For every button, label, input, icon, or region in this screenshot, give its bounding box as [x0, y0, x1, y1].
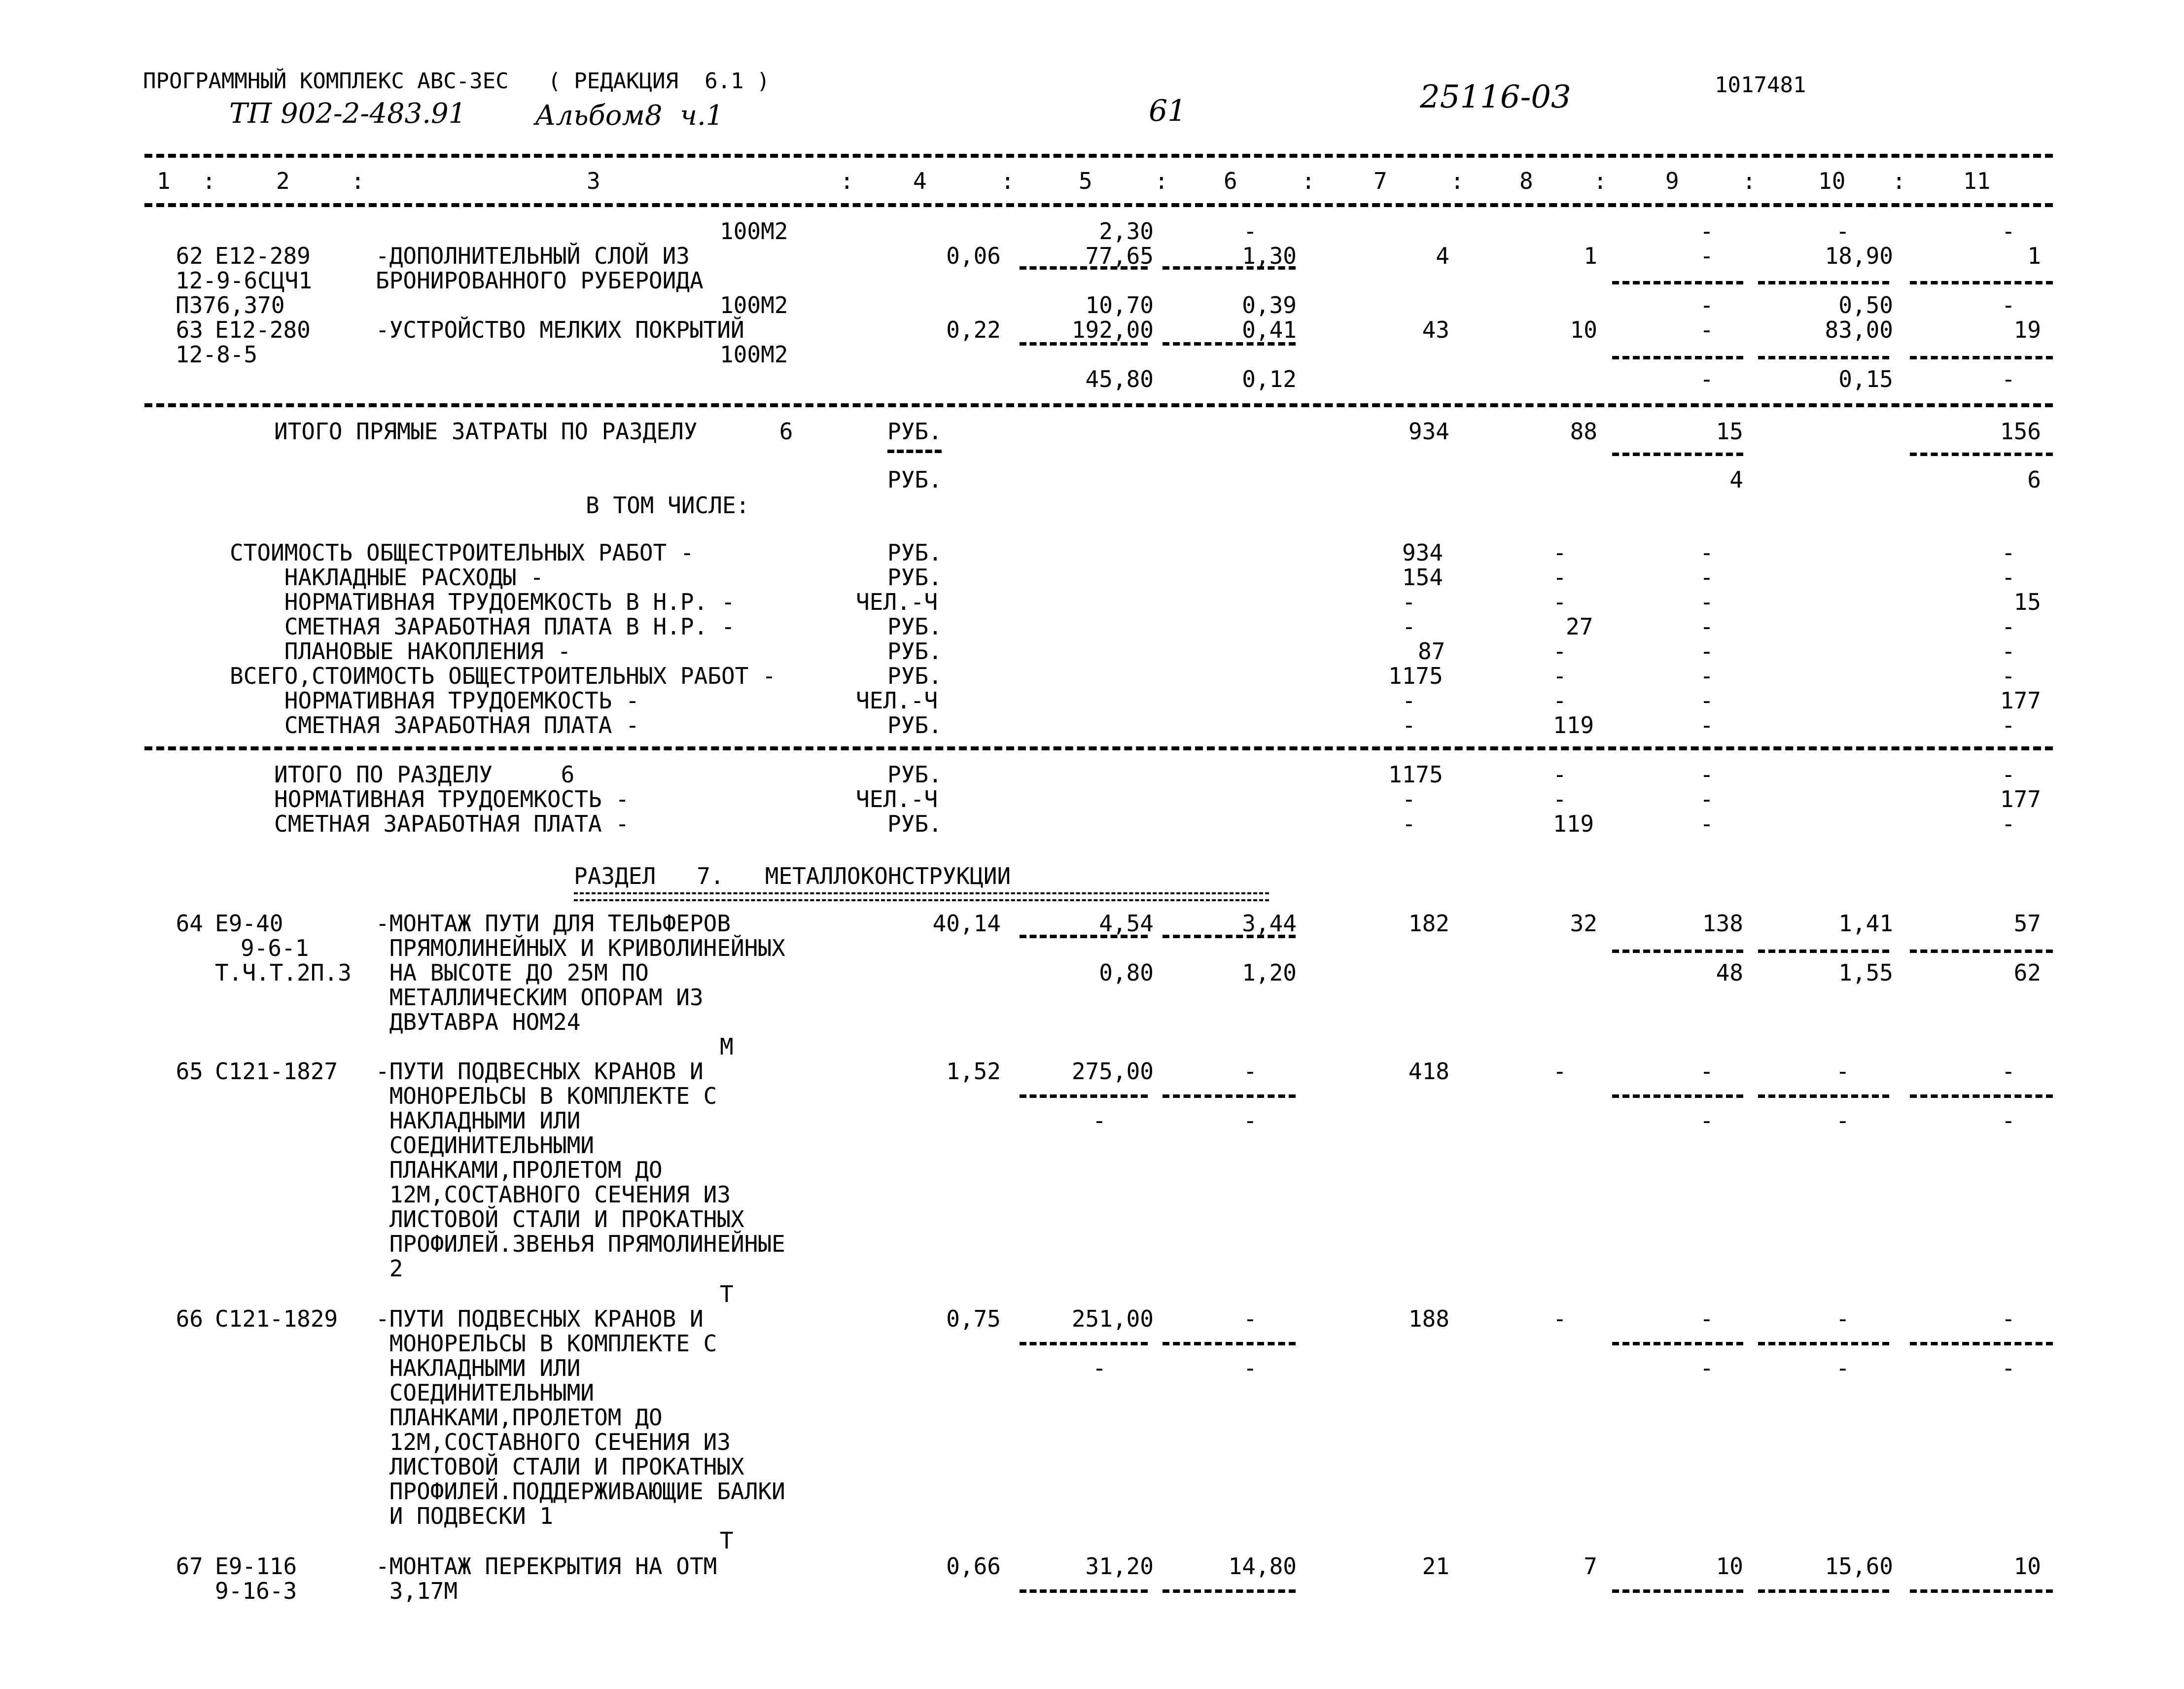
- summary-label: СМЕТНАЯ ЗАРАБОТНАЯ ПЛАТА В Н.Р. -: [230, 613, 735, 640]
- cell-c10-sub: -: [1836, 1355, 1850, 1381]
- work-description: МОНОРЕЛЬСЫ В КОМПЛЕКТЕ С: [376, 1330, 717, 1357]
- column-separator: :: [1155, 168, 1168, 194]
- row-number: 65: [176, 1058, 203, 1085]
- total-c8: 88: [1570, 418, 1597, 445]
- cell-c6: -: [1243, 218, 1257, 245]
- subtotal-dash: [1758, 1094, 1889, 1098]
- subtotal-dash: [1020, 1589, 1148, 1593]
- cell-c9-sub: -: [1700, 1107, 1714, 1134]
- cell-c9: -: [1700, 218, 1714, 245]
- row-number: 67: [176, 1553, 203, 1580]
- subtotal-dash: [1910, 453, 2053, 456]
- cell-c9: -: [1700, 1058, 1714, 1085]
- cell-c10-sub: 0,15: [1838, 366, 1893, 392]
- column-separator: :: [1001, 168, 1015, 194]
- total-c9-sub: 4: [1729, 466, 1743, 493]
- cell-c8: -: [1553, 1305, 1567, 1332]
- including-label: В ТОМ ЧИСЛЕ:: [586, 492, 750, 519]
- column-header: 10: [1818, 168, 1846, 194]
- rate-code-line2: 9-6-1: [241, 935, 309, 961]
- column-header: 9: [1665, 168, 1679, 194]
- unit-label: 100М2: [720, 218, 788, 245]
- section-total-c7: -: [1402, 810, 1416, 837]
- cell-c6-sub: -: [1243, 1107, 1257, 1134]
- program-title: ПРОГРАММНЫЙ КОМПЛЕКС АВС-3ЕС ( РЕДАКЦИЯ 6.1 ): [143, 69, 770, 94]
- work-description: МОНОРЕЛЬСЫ В КОМПЛЕКТЕ С: [376, 1083, 717, 1109]
- cell-c10: 83,00: [1825, 317, 1893, 343]
- cell-c10: 15,60: [1825, 1553, 1893, 1580]
- column-separator: :: [1450, 168, 1464, 194]
- cell-c7: 43: [1422, 317, 1449, 343]
- handwritten-page-number: 61: [1149, 94, 1187, 128]
- column-header: 3: [587, 168, 600, 194]
- rate-code: Е9-116: [215, 1553, 297, 1580]
- cell-c11: -: [2002, 1305, 2015, 1332]
- summary-c9: -: [1700, 539, 1714, 566]
- section-total-c8: 119: [1553, 810, 1594, 837]
- cell-c6: 14,80: [1228, 1553, 1297, 1580]
- work-description: ДВУТАВРА НОМ24: [376, 1009, 581, 1035]
- section-total-label: ИТОГО ПО РАЗДЕЛУ 6: [274, 761, 575, 788]
- summary-c7: -: [1402, 712, 1416, 739]
- summary-unit: ЧЕЛ.-Ч: [856, 687, 938, 714]
- column-separator: :: [1892, 168, 1906, 194]
- cell-c5-sub: 10,70: [1085, 292, 1154, 318]
- cell-c11: 19: [2013, 317, 2041, 343]
- unit-label: 100М2: [720, 341, 788, 368]
- summary-c11: -: [2002, 712, 2015, 739]
- section-total-c11: -: [2002, 761, 2015, 788]
- cell-c6: 3,44: [1242, 910, 1297, 937]
- work-description: ПЛАНКАМИ,ПРОЛЕТОМ ДО: [376, 1157, 663, 1183]
- column-separator: :: [1593, 168, 1607, 194]
- cell-c7: 418: [1408, 1058, 1449, 1085]
- work-description-line2: БРОНИРОВАННОГО РУБЕРОИДА: [376, 267, 704, 294]
- summary-c8: -: [1553, 663, 1567, 689]
- cell-c5: 2,30: [1099, 218, 1154, 245]
- row-number: 66: [176, 1305, 203, 1332]
- summary-unit: РУБ.: [887, 712, 942, 739]
- document-number: 1017481: [1715, 72, 1806, 98]
- cell-c10: -: [1836, 1058, 1850, 1085]
- section-total-c9: -: [1700, 786, 1714, 812]
- cell-c11: 1: [2027, 243, 2041, 269]
- cell-c8: -: [1553, 1058, 1567, 1085]
- cell-c8: 1: [1584, 243, 1597, 269]
- cell-c11: -: [2002, 218, 2015, 245]
- cell-c11: 57: [2013, 910, 2041, 937]
- cell-c11-sub: -: [2002, 292, 2015, 318]
- section-total-c11: 177: [2000, 786, 2041, 812]
- cell-c4: 0,75: [946, 1305, 1001, 1332]
- work-description: ПРОФИЛЕЙ.ПОДДЕРЖИВАЮЩИЕ БАЛКИ: [376, 1478, 785, 1505]
- cell-c8: 7: [1584, 1553, 1597, 1580]
- cell-c6: -: [1243, 1305, 1257, 1332]
- summary-c8: -: [1553, 687, 1567, 714]
- work-description: ПЛАНКАМИ,ПРОЛЕТОМ ДО: [376, 1404, 663, 1431]
- subtotal-dash: [1758, 356, 1889, 359]
- cell-c9: -: [1700, 1305, 1714, 1332]
- summary-label: НАКЛАДНЫЕ РАСХОДЫ -: [230, 564, 544, 591]
- summary-c8: 27: [1566, 613, 1593, 640]
- column-header: 5: [1079, 168, 1092, 194]
- cell-c6: 0,41: [1242, 317, 1297, 343]
- work-description: -ПУТИ ПОДВЕСНЫХ КРАНОВ И: [376, 1305, 704, 1332]
- work-description: -ПУТИ ПОДВЕСНЫХ КРАНОВ И: [376, 1058, 704, 1085]
- title-double-underline: [574, 892, 1269, 901]
- summary-c9: -: [1700, 564, 1714, 591]
- subtotal-dash: [1162, 1094, 1296, 1098]
- cell-c6-sub: -: [1243, 1355, 1257, 1381]
- handwritten-code: 25116-03: [1420, 79, 1571, 115]
- cell-c9-sub: -: [1700, 1355, 1714, 1381]
- cell-c4: 40,14: [932, 910, 1001, 937]
- subtotal-dash: [1162, 1342, 1296, 1345]
- rate-code-line3: П376,370: [176, 292, 285, 318]
- summary-c11: 177: [2000, 687, 2041, 714]
- cell-c10: -: [1836, 1305, 1850, 1332]
- cell-c4: 1,52: [946, 1058, 1001, 1085]
- cell-c5: 251,00: [1071, 1305, 1154, 1332]
- subtotal-dash: [1612, 453, 1743, 456]
- summary-c8: -: [1553, 589, 1567, 615]
- work-description: НА ВЫСОТЕ ДО 25М ПО: [376, 959, 649, 986]
- cell-c7: 182: [1408, 910, 1449, 937]
- cell-c5: 77,65: [1085, 243, 1154, 269]
- subtotal-dash: [1758, 281, 1889, 284]
- summary-c7: -: [1402, 589, 1416, 615]
- section-rule: [144, 403, 2053, 407]
- subtotal-dash: [1020, 342, 1148, 346]
- cell-c9: 10: [1716, 1553, 1743, 1580]
- work-description: ПРОФИЛЕЙ.ЗВЕНЬЯ ПРЯМОЛИНЕЙНЫЕ: [376, 1231, 785, 1257]
- work-description: НАКЛАДНЫМИ ИЛИ: [376, 1355, 581, 1381]
- unit-label: 100М2: [720, 292, 788, 318]
- summary-unit: РУБ.: [887, 539, 942, 566]
- column-header: 8: [1519, 168, 1533, 194]
- column-header: 7: [1374, 168, 1387, 194]
- work-description: -УСТРОЙСТВО МЕЛКИХ ПОКРЫТИЙ: [376, 317, 744, 343]
- summary-unit: РУБ.: [887, 613, 942, 640]
- summary-c7: 87: [1418, 638, 1445, 665]
- cell-c10-sub: -: [1836, 1107, 1850, 1134]
- column-header: 11: [1963, 168, 1991, 194]
- cell-c7: 188: [1408, 1305, 1449, 1332]
- summary-c11: -: [2002, 663, 2015, 689]
- unit-label: Т: [720, 1527, 734, 1554]
- cell-c9-sub: 48: [1716, 959, 1743, 986]
- cell-c11-sub: -: [2002, 1355, 2015, 1381]
- summary-c8: -: [1553, 539, 1567, 566]
- cell-c4: 0,06: [946, 243, 1001, 269]
- summary-unit: РУБ.: [887, 564, 942, 591]
- section-total-unit: РУБ.: [887, 761, 942, 788]
- cell-c6-sub: 0,39: [1242, 292, 1297, 318]
- subtotal-dash: [1020, 1342, 1148, 1345]
- cell-c5: 31,20: [1085, 1553, 1154, 1580]
- summary-label: ПЛАНОВЫЕ НАКОПЛЕНИЯ -: [230, 638, 571, 665]
- subtotal-dash: [1910, 1589, 2053, 1593]
- rate-code: Е12-280: [215, 317, 311, 343]
- summary-c11: 15: [2013, 589, 2041, 615]
- section-total-c11: -: [2002, 810, 2015, 837]
- subtotal-dash: [1758, 1342, 1889, 1345]
- cell-c11: 10: [2013, 1553, 2041, 1580]
- unit-label: Т: [720, 1281, 734, 1307]
- summary-c7: -: [1402, 613, 1416, 640]
- rate-code-line2: 12-9-6СЦЧ1: [176, 267, 312, 294]
- subtotal-dash: [1612, 1094, 1743, 1098]
- subtotal-dash: [1162, 342, 1296, 346]
- rate-code: Е9-40: [215, 910, 283, 937]
- cell-c5: 275,00: [1071, 1058, 1154, 1085]
- summary-c11: -: [2002, 539, 2015, 566]
- cell-c11-sub: 62: [2013, 959, 2041, 986]
- work-description: МЕТАЛЛИЧЕСКИМ ОПОРАМ ИЗ: [376, 984, 704, 1011]
- section-total-unit: ЧЕЛ.-Ч: [856, 786, 938, 812]
- column-separator: :: [1742, 168, 1756, 194]
- rate-code: Е12-289: [215, 243, 311, 269]
- subtotal-dash: [1162, 1589, 1296, 1593]
- summary-c11: -: [2002, 564, 2015, 591]
- section-total-c9: -: [1700, 810, 1714, 837]
- cell-c11-sub: -: [2002, 1107, 2015, 1134]
- rate-code-line2: 12-8-5: [176, 341, 258, 368]
- section-total-unit: РУБ.: [887, 810, 942, 837]
- subtotal-dash: [1612, 356, 1743, 359]
- cell-c10: 1,41: [1838, 910, 1893, 937]
- work-description: СОЕДИНИТЕЛЬНЫМИ: [376, 1379, 595, 1406]
- summary-label: СМЕТНАЯ ЗАРАБОТНАЯ ПЛАТА -: [230, 712, 639, 739]
- subtotal-dash: [1910, 1342, 2053, 1345]
- cell-c9: -: [1700, 317, 1714, 343]
- summary-c11: -: [2002, 638, 2015, 665]
- summary-c9: -: [1700, 687, 1714, 714]
- column-separator: :: [202, 168, 216, 194]
- cell-c10-sub: 1,55: [1838, 959, 1893, 986]
- subtotal-dash: [1910, 281, 2053, 284]
- summary-c9: -: [1700, 638, 1714, 665]
- cell-c6: -: [1243, 1058, 1257, 1085]
- work-description: ЛИСТОВОЙ СТАЛИ И ПРОКАТНЫХ: [376, 1453, 744, 1480]
- subtotal-dash: [1910, 1094, 2053, 1098]
- summary-label: ВСЕГО,СТОИМОСТЬ ОБЩЕСТРОИТЕЛЬНЫХ РАБОТ -: [230, 663, 776, 689]
- cell-c5-sub: -: [1092, 1355, 1106, 1381]
- subtotal-dash: [1612, 1589, 1743, 1593]
- summary-c9: -: [1700, 589, 1714, 615]
- cell-c6: 1,30: [1242, 243, 1297, 269]
- summary-c8: -: [1553, 564, 1567, 591]
- section-total-c9: -: [1700, 761, 1714, 788]
- subtotal-dash: [1162, 935, 1296, 938]
- summary-c8: 119: [1553, 712, 1594, 739]
- summary-unit: ЧЕЛ.-Ч: [856, 589, 938, 615]
- column-header: 2: [276, 168, 290, 194]
- subtotal-dash: [1910, 950, 2053, 953]
- summary-c9: -: [1700, 663, 1714, 689]
- column-separator: :: [1302, 168, 1315, 194]
- cell-c8: 10: [1570, 317, 1597, 343]
- cell-c6-sub: 1,20: [1242, 959, 1297, 986]
- cell-c11: -: [2002, 1058, 2015, 1085]
- section-total-c8: -: [1553, 761, 1567, 788]
- total-c11-sub: 6: [2027, 466, 2041, 493]
- rate-code: С121-1827: [215, 1058, 338, 1085]
- work-description: 2: [376, 1255, 403, 1282]
- cell-c5-sub: -: [1092, 1107, 1106, 1134]
- work-description: 12М,СОСТАВНОГО СЕЧЕНИЯ ИЗ: [376, 1429, 731, 1455]
- summary-c7: -: [1402, 687, 1416, 714]
- cell-c5: 192,00: [1071, 317, 1154, 343]
- subtotal-dash: [887, 450, 942, 453]
- work-description: -ДОПОЛНИТЕЛЬНЫЙ СЛОЙ ИЗ: [376, 243, 690, 269]
- subtotal-dash: [1910, 356, 2053, 359]
- cell-c9: 138: [1702, 910, 1743, 937]
- rate-code-line2: 9-16-3: [215, 1578, 297, 1604]
- row-number: 62: [176, 243, 203, 269]
- cell-c4: 0,66: [946, 1553, 1001, 1580]
- section-total-c7: 1175: [1388, 761, 1443, 788]
- work-description: ЛИСТОВОЙ СТАЛИ И ПРОКАТНЫХ: [376, 1206, 744, 1232]
- subtotal-dash: [1020, 935, 1148, 938]
- total-unit: РУБ.: [887, 418, 942, 445]
- summary-c7: 934: [1402, 539, 1444, 566]
- summary-unit: РУБ.: [887, 663, 942, 689]
- cell-c10: -: [1836, 218, 1850, 245]
- rate-code: С121-1829: [215, 1305, 338, 1332]
- cell-c5-sub: 0,80: [1099, 959, 1154, 986]
- row-number: 63: [176, 317, 203, 343]
- subtotal-dash: [1758, 1589, 1889, 1593]
- subtotal-dash: [1612, 1342, 1743, 1345]
- summary-c9: -: [1700, 712, 1714, 739]
- cell-c4: 0,22: [946, 317, 1001, 343]
- summary-label: СТОИМОСТЬ ОБЩЕСТРОИТЕЛЬНЫХ РАБОТ -: [230, 539, 694, 566]
- summary-label: НОРМАТИВНАЯ ТРУДОЕМКОСТЬ В Н.Р. -: [230, 589, 735, 615]
- subtotal-dash: [1612, 950, 1743, 953]
- subtotal-dash: [1020, 266, 1148, 270]
- unit-label: М: [720, 1033, 734, 1060]
- summary-c9: -: [1700, 613, 1714, 640]
- summary-c7: 154: [1402, 564, 1444, 591]
- cell-c7: 21: [1422, 1553, 1449, 1580]
- subtotal-dash: [1020, 1094, 1148, 1098]
- summary-unit: РУБ.: [887, 638, 942, 665]
- section-7-title: РАЗДЕЛ 7. МЕТАЛЛОКОНСТРУКЦИИ: [574, 863, 1011, 889]
- cell-c9-sub: -: [1700, 292, 1714, 318]
- rate-code-line3: Т.Ч.Т.2П.3: [215, 959, 352, 986]
- cell-c7: 4: [1436, 243, 1449, 269]
- work-description: -МОНТАЖ ПЕРЕКРЫТИЯ НА ОТМ: [376, 1553, 717, 1580]
- subtotal-dash: [1162, 266, 1296, 270]
- subtotal-dash: [1758, 950, 1889, 953]
- cell-c10: 18,90: [1825, 243, 1893, 269]
- top-rule: [144, 154, 2053, 158]
- total-c11: 156: [2000, 418, 2041, 445]
- row-number: 64: [176, 910, 203, 937]
- section-rule: [144, 746, 2053, 750]
- cell-c9: -: [1700, 243, 1714, 269]
- work-description: НАКЛАДНЫМИ ИЛИ: [376, 1107, 581, 1134]
- section-total-label: НОРМАТИВНАЯ ТРУДОЕМКОСТЬ -: [274, 786, 630, 812]
- cell-c8: 32: [1570, 910, 1597, 937]
- column-header: 4: [913, 168, 927, 194]
- work-description: 3,17М: [376, 1578, 458, 1604]
- header-bottom-rule: [144, 203, 2053, 207]
- work-description: 12М,СОСТАВНОГО СЕЧЕНИЯ ИЗ: [376, 1181, 731, 1208]
- work-description: -МОНТАЖ ПУТИ ДЛЯ ТЕЛЬФЕРОВ: [376, 910, 731, 937]
- summary-c7: 1175: [1388, 663, 1443, 689]
- column-separator: :: [351, 168, 365, 194]
- cell-c5: 4,54: [1099, 910, 1154, 937]
- column-header: 6: [1224, 168, 1237, 194]
- cell-c6-sub: 0,12: [1242, 366, 1297, 392]
- summary-c11: -: [2002, 613, 2015, 640]
- section-total-c8: -: [1553, 786, 1567, 812]
- subtotal-dash: [1612, 281, 1743, 284]
- handwritten-project-code: ТП 902-2-483.91: [229, 98, 466, 130]
- summary-label: НОРМАТИВНАЯ ТРУДОЕМКОСТЬ -: [230, 687, 639, 714]
- section-total-c7: -: [1402, 786, 1416, 812]
- handwritten-album: Альбом8 ч.1: [535, 100, 724, 132]
- total-c7: 934: [1408, 418, 1449, 445]
- cell-c9-sub: -: [1700, 366, 1714, 392]
- work-description: СОЕДИНИТЕЛЬНЫМИ: [376, 1132, 595, 1159]
- cell-c5-sub: 45,80: [1085, 366, 1154, 392]
- cell-c10-sub: 0,50: [1838, 292, 1893, 318]
- work-description: ПРЯМОЛИНЕЙНЫХ И КРИВОЛИНЕЙНЫХ: [376, 935, 785, 961]
- total-label: ИТОГО ПРЯМЫЕ ЗАТРАТЫ ПО РАЗДЕЛУ 6: [274, 418, 793, 445]
- column-header: 1: [157, 168, 171, 194]
- column-separator: :: [840, 168, 854, 194]
- work-description: И ПОДВЕСКИ 1: [376, 1503, 554, 1529]
- section-total-label: СМЕТНАЯ ЗАРАБОТНАЯ ПЛАТА -: [274, 810, 630, 837]
- summary-c8: -: [1553, 638, 1567, 665]
- total-c9: 15: [1716, 418, 1743, 445]
- cell-c11-sub: -: [2002, 366, 2015, 392]
- total-unit-2: РУБ.: [887, 466, 942, 493]
